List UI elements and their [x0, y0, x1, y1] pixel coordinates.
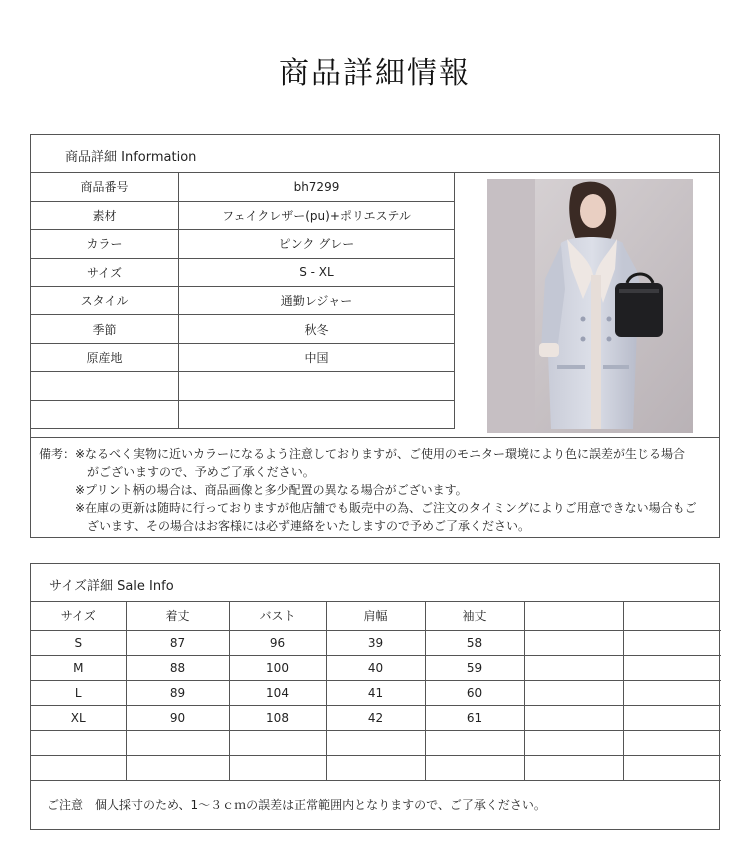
size-cell: 39: [326, 630, 425, 655]
size-cell: [425, 730, 524, 755]
spec-row: [31, 343, 455, 371]
size-cell: [229, 755, 326, 780]
size-cell: [623, 730, 721, 755]
size-cell: XL: [31, 705, 126, 730]
product-detail-section: [30, 134, 720, 538]
size-cell: 90: [126, 705, 229, 730]
spec-row: [31, 372, 455, 400]
size-info-section: [30, 563, 720, 830]
note-line: ※在庫の更新は随時に行っておりますが他店舗でも販売中の為、ご注文のタイミングによりご用意できない場合もご: [75, 501, 697, 515]
spec-row: [31, 201, 455, 229]
spec-row: [31, 315, 455, 343]
size-cell: [326, 755, 425, 780]
spec-row: [31, 400, 455, 428]
spec-row: [31, 287, 455, 315]
column-header: バスト: [229, 602, 326, 630]
size-cell: 96: [229, 630, 326, 655]
column-header: [623, 602, 721, 630]
size-cell: 41: [326, 680, 425, 705]
size-cell: [31, 755, 126, 780]
spec-label: [31, 372, 178, 400]
notes-section: [31, 437, 719, 539]
spec-value: S - XL: [178, 258, 454, 286]
spec-label: 原産地: [31, 343, 178, 371]
size-cell: 108: [229, 705, 326, 730]
size-row: [31, 730, 721, 755]
size-row: [31, 755, 721, 780]
spec-value: 秋冬: [178, 315, 454, 343]
size-cell: M: [31, 655, 126, 680]
note-line: 備考：※なるべく実物に近いカラーになるよう注意しておりますが、ご使用のモニター環境により色に誤差が生じる場合: [39, 447, 686, 461]
size-cell: L: [31, 680, 126, 705]
caution-note: ご注意 個人採寸のため、1～３ｃｍの誤差は正常範囲内となりますので、ご了承ください。: [47, 798, 546, 812]
note-line: ざいます、その場合はお客様には必ず連絡をいたしますので予めご了承ください。: [87, 519, 531, 533]
column-header: 肩幅: [326, 602, 425, 630]
size-cell: 87: [126, 630, 229, 655]
spec-value: [178, 400, 454, 428]
size-row: [31, 655, 721, 680]
size-table-header: [31, 602, 721, 630]
size-cell: [623, 755, 721, 780]
coat-model-image: [487, 179, 693, 433]
size-cell: [126, 730, 229, 755]
spec-row: [31, 230, 455, 258]
spec-label: 商品番号: [31, 173, 178, 201]
detail-heading: 商品詳細 Information: [65, 150, 197, 165]
spec-label: スタイル: [31, 287, 178, 315]
spec-value: 通勤レジャー: [178, 287, 454, 315]
column-header: サイズ: [31, 602, 126, 630]
spec-value: フェイクレザー(pu)+ポリエステル: [178, 201, 454, 229]
size-cell: [326, 730, 425, 755]
note-line: ※プリント柄の場合は、商品画像と多少配置の異なる場合がございます。: [75, 483, 468, 497]
size-cell: [623, 705, 721, 730]
size-heading: サイズ詳細 Sale Info: [49, 579, 174, 594]
spec-value: 中国: [178, 343, 454, 371]
page-title: 商品詳細情報: [279, 56, 471, 91]
column-header: 着丈: [126, 602, 229, 630]
size-cell: 60: [425, 680, 524, 705]
column-header: [524, 602, 623, 630]
size-cell: 40: [326, 655, 425, 680]
size-cell: 42: [326, 705, 425, 730]
spec-label: 季節: [31, 315, 178, 343]
size-cell: 100: [229, 655, 326, 680]
size-cell: [524, 755, 623, 780]
size-row: [31, 705, 721, 730]
detail-header: [31, 135, 719, 173]
size-table: [31, 602, 721, 781]
size-cell: [524, 655, 623, 680]
size-cell: [524, 630, 623, 655]
size-cell: S: [31, 630, 126, 655]
spec-value: ピンク グレー: [178, 230, 454, 258]
size-cell: 61: [425, 705, 524, 730]
column-header: 袖丈: [425, 602, 524, 630]
size-cell: [126, 755, 229, 780]
spec-label: 素材: [31, 201, 178, 229]
size-cell: [31, 730, 126, 755]
size-cell: 104: [229, 680, 326, 705]
size-header: [31, 564, 719, 602]
size-cell: [623, 630, 721, 655]
size-cell: 58: [425, 630, 524, 655]
spec-value: [178, 372, 454, 400]
size-cell: 88: [126, 655, 229, 680]
size-cell: [524, 680, 623, 705]
size-row: [31, 630, 721, 655]
spec-row: [31, 173, 455, 201]
size-cell: [623, 655, 721, 680]
spec-value: bh7299: [178, 173, 454, 201]
spec-label: [31, 400, 178, 428]
size-cell: [623, 680, 721, 705]
size-cell: 59: [425, 655, 524, 680]
size-cell: [524, 705, 623, 730]
size-row: [31, 680, 721, 705]
product-photo: [456, 173, 720, 437]
spec-table: [31, 173, 455, 429]
size-cell: 89: [126, 680, 229, 705]
size-cell: [524, 730, 623, 755]
spec-label: カラー: [31, 230, 178, 258]
size-cell: [425, 755, 524, 780]
spec-label: サイズ: [31, 258, 178, 286]
spec-row: [31, 258, 455, 286]
note-line: がございますので、予めご了承ください。: [87, 465, 315, 479]
size-cell: [229, 730, 326, 755]
